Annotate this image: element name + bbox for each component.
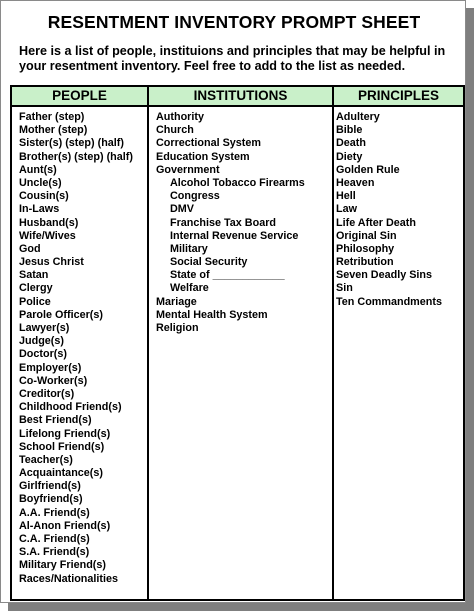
list-item: Diety bbox=[336, 150, 363, 163]
list-item: Heaven bbox=[336, 176, 375, 189]
page-title: RESENTMENT INVENTORY PROMPT SHEET bbox=[47, 12, 421, 32]
institutions-list bbox=[156, 111, 305, 335]
list-item: Life After Death bbox=[336, 216, 416, 229]
people-list bbox=[19, 111, 133, 586]
list-item: DMV bbox=[170, 203, 194, 216]
list-item: Seven Deadly Sins bbox=[336, 269, 433, 282]
list-item: Husband(s) bbox=[19, 216, 79, 229]
list-item: Teacher(s) bbox=[19, 453, 73, 466]
list-item: Judge(s) bbox=[19, 335, 64, 348]
list-item: Employer(s) bbox=[19, 361, 82, 374]
list-item: Church bbox=[156, 124, 194, 137]
prompt-table bbox=[10, 85, 465, 601]
list-item: Hell bbox=[336, 190, 356, 203]
list-item: Original Sin bbox=[336, 229, 397, 242]
list-item: Parole Officer(s) bbox=[19, 308, 104, 321]
list-item: State of ____________ bbox=[170, 269, 285, 282]
list-item: Philosophy bbox=[336, 242, 395, 255]
list-item: Law bbox=[336, 203, 357, 216]
list-item: Correctional System bbox=[156, 137, 262, 150]
list-item: Mariage bbox=[156, 295, 197, 308]
list-item: Retribution bbox=[336, 256, 394, 269]
page-shadow-right bbox=[466, 8, 474, 611]
principles-list bbox=[336, 111, 442, 309]
list-item: Adultery bbox=[336, 111, 380, 123]
list-item: Co-Worker(s) bbox=[19, 374, 88, 387]
intro-text bbox=[19, 44, 459, 74]
list-item: Aunt(s) bbox=[19, 163, 57, 176]
list-item: Authority bbox=[156, 111, 204, 123]
page-shadow-bottom bbox=[8, 603, 474, 611]
list-item: Races/Nationalities bbox=[19, 572, 119, 585]
list-item: S.A. Friend(s) bbox=[19, 546, 90, 559]
list-item: Ten Commandments bbox=[336, 295, 442, 308]
list-item: Clergy bbox=[19, 282, 53, 295]
list-item: Internal Revenue Service bbox=[170, 229, 299, 242]
intro-line-1: Here is a list of people, instituions and principles that may be helpful in bbox=[19, 44, 446, 58]
list-item: Bible bbox=[336, 124, 363, 137]
header-people: PEOPLE bbox=[52, 88, 107, 103]
list-item: Welfare bbox=[170, 282, 209, 295]
column-divider bbox=[332, 87, 334, 599]
list-item: Acquaintance(s) bbox=[19, 467, 103, 480]
list-item: Education System bbox=[156, 150, 250, 163]
list-item: Uncle(s) bbox=[19, 176, 62, 189]
list-item: Golden Rule bbox=[336, 163, 400, 176]
table-header bbox=[12, 87, 463, 107]
list-item: Father (step) bbox=[19, 111, 85, 123]
list-item: God bbox=[19, 242, 41, 255]
list-item: Childhood Friend(s) bbox=[19, 401, 122, 414]
list-item: Mental Health System bbox=[156, 308, 268, 321]
list-item: Franchise Tax Board bbox=[170, 216, 277, 229]
list-item: Wife/Wives bbox=[19, 229, 76, 242]
header-institutions: INSTITUTIONS bbox=[193, 88, 288, 103]
list-item: Satan bbox=[19, 269, 49, 282]
list-item: School Friend(s) bbox=[19, 440, 105, 453]
list-item: Al-Anon Friend(s) bbox=[19, 519, 111, 532]
list-item: Death bbox=[336, 137, 366, 150]
column-divider bbox=[147, 87, 149, 599]
list-item: Religion bbox=[156, 322, 199, 334]
list-item: Congress bbox=[170, 190, 220, 203]
intro-line-2: your resentment inventory. Feel free to add to the list as needed. bbox=[19, 59, 406, 73]
header-principles: PRINCIPLES bbox=[357, 88, 439, 103]
list-item: Boyfriend(s) bbox=[19, 493, 83, 506]
list-item: A.A. Friend(s) bbox=[19, 506, 90, 519]
list-item: Brother(s) (step) (half) bbox=[19, 150, 133, 163]
list-item: Sister(s) (step) (half) bbox=[19, 137, 124, 150]
list-item: Military bbox=[170, 242, 208, 255]
list-item: Mother (step) bbox=[19, 124, 88, 137]
list-item: Government bbox=[156, 163, 220, 176]
list-item: Creditor(s) bbox=[19, 387, 75, 400]
list-item: Social Security bbox=[170, 256, 248, 269]
list-item: Doctor(s) bbox=[19, 348, 67, 361]
list-item: Girlfriend(s) bbox=[19, 480, 81, 493]
list-item: In-Laws bbox=[19, 203, 60, 216]
list-item: Sin bbox=[336, 282, 353, 295]
list-item: Military Friend(s) bbox=[19, 559, 106, 572]
list-item: C.A. Friend(s) bbox=[19, 533, 90, 545]
list-item: Alcohol Tobacco Firearms bbox=[170, 176, 305, 189]
list-item: Lifelong Friend(s) bbox=[19, 427, 111, 440]
list-item: Lawyer(s) bbox=[19, 322, 70, 334]
list-item: Best Friend(s) bbox=[19, 414, 92, 427]
list-item: Police bbox=[19, 295, 51, 308]
list-item: Cousin(s) bbox=[19, 190, 69, 203]
list-item: Jesus Christ bbox=[19, 256, 84, 269]
